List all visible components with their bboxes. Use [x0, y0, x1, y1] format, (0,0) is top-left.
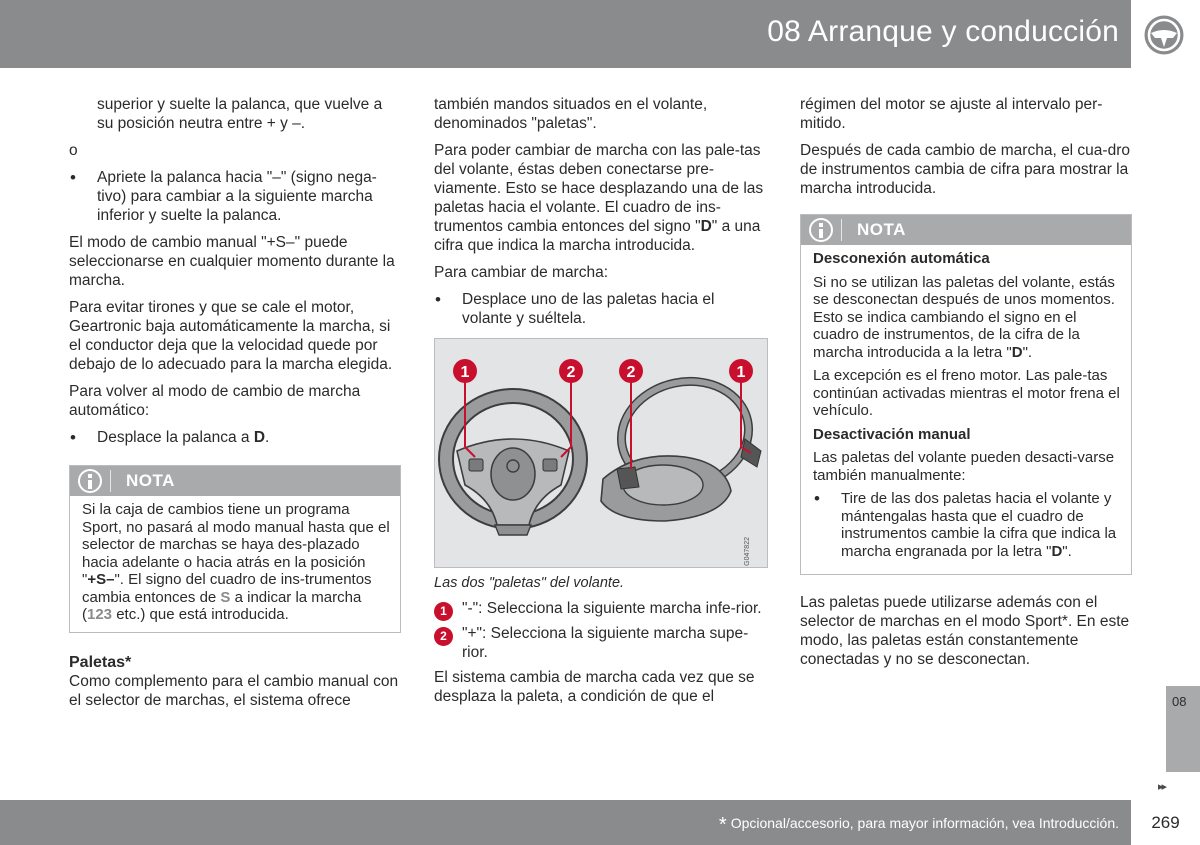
note-box — [69, 465, 401, 633]
info-icon — [78, 469, 102, 493]
divider — [841, 219, 842, 241]
number-badge: 2 — [434, 627, 453, 646]
numbered-item — [434, 624, 768, 662]
steering-wheel-illustration — [435, 339, 767, 567]
chapter-side-tab — [1166, 686, 1200, 772]
callout-badge — [453, 359, 477, 383]
numbered-item — [434, 599, 768, 618]
figure-caption: Las dos "paletas" del volante. — [434, 575, 625, 591]
page-footer — [0, 800, 1131, 845]
note-body — [70, 496, 400, 632]
note-subheading: Desconexión automática — [813, 250, 990, 267]
paragraph: también mandos situados en el volante, denominados "paletas". — [434, 96, 708, 132]
section-heading: Paletas* — [69, 653, 132, 671]
paragraph: El sistema cambia de marcha cada vez que se desplaza la paleta, a condición de que el — [434, 669, 755, 705]
paragraph: Para poder cambiar de marcha con las pale-tas del volante, éstas deben conectarse pre-viamente. Esto se hace desplazando una de las paletas hacia el volante. El cuadro de ins-trumentos cambia entonces del signo "D" a una cifra que indica la marcha introducida. — [434, 142, 764, 254]
steering-wheel-icon — [1143, 14, 1185, 56]
svg-text:1: 1 — [736, 364, 746, 381]
paragraph: El modo de cambio manual "+S–" puede seleccionarse en cualquier momento durante la marcha. — [69, 234, 395, 289]
paragraph: Para cambiar de marcha: — [434, 264, 609, 281]
paragraph: Después de cada cambio de marcha, el cua-dro de instrumentos cambia de cifra para mostrar la marcha introducida. — [800, 142, 1130, 197]
or-text: o — [69, 142, 78, 159]
paragraph: Como complemento para el cambio manual con el selector de marchas, el sistema ofrece — [69, 672, 399, 709]
numbered-item-text: "+": Selecciona la siguiente marcha supe-rior. — [462, 625, 749, 661]
paragraph: superior y suelte la palanca, que vuelve a su posición neutra entre + y –. — [97, 96, 383, 132]
chapter-side-tab-label: 08 — [1172, 694, 1187, 709]
note-header — [801, 215, 1131, 245]
note-subheading: Desactivación manual — [813, 425, 971, 443]
numbered-item-text: "-": Selecciona la siguiente marcha infe-rior. — [462, 600, 762, 617]
footer-star: * — [718, 814, 727, 836]
next-page-icon: ▸▸ — [1158, 781, 1166, 793]
number-badge: 1 — [434, 602, 453, 621]
callout-badge — [559, 359, 583, 383]
callout-badge — [619, 359, 643, 383]
info-icon — [809, 218, 833, 242]
note-box — [800, 214, 1132, 575]
note-text: Si la caja de cambios tiene un programa Sport, no pasará al modo manual hasta que el selector de marchas se haya des-plazado hacia adelante o hacia atrás en la posición "+S–". El signo del cuadro de ins-trumentos cambia entonces de S a indicar la marcha (123 etc.) que está introducida. — [82, 501, 390, 623]
note-body — [801, 245, 1131, 574]
paragraph: Para volver al modo de cambio de marcha automático: — [69, 383, 361, 419]
svg-text:2: 2 — [626, 364, 636, 381]
figure-code: G047822 — [744, 537, 751, 566]
column-1 — [69, 95, 401, 718]
bullet-item: • Desplace la palanca a D. — [69, 428, 401, 447]
chapter-title: 08 Arranque y conducción — [767, 15, 1119, 48]
bullet-item: • Apriete la palanca hacia "–" (signo nega-tivo) para cambiar a la siguiente marcha inferior y suelte la palanca. — [69, 168, 401, 225]
paragraph: Para evitar tirones y que se cale el motor, Geartronic baja automáticamente la marcha, si el conductor deja que la velocidad quede por debajo de lo adecuado para la marcha elegida. — [69, 299, 393, 373]
callout-badge — [729, 359, 753, 383]
divider — [110, 470, 111, 492]
chapter-icon-box — [1131, 0, 1200, 68]
bullet-item: • Tire de las dos paletas hacia el volante y mántengalas hasta que el cuadro de instrumentos cambie la cifra que indica la marcha engranada por la letra "D". — [813, 490, 1121, 560]
note-label: NOTA — [126, 471, 175, 490]
column-2 — [434, 95, 768, 714]
paragraph: régimen del motor se ajuste al intervalo per-mitido. — [800, 96, 1103, 132]
steering-wheel-figure — [434, 338, 768, 568]
chapter-header — [0, 0, 1131, 68]
note-text: Las paletas del volante pueden desacti-varse también manualmente: — [813, 449, 1115, 484]
note-text: La excepción es el freno motor. Las pale-tas continúan activadas mientras el motor frena el vehículo. — [813, 367, 1120, 419]
note-header — [70, 466, 400, 496]
svg-text:2: 2 — [566, 364, 576, 381]
page-number: 269 — [1151, 813, 1180, 832]
svg-text:1: 1 — [460, 364, 470, 381]
bullet-item: • Desplace uno de las paletas hacia el volante y suéltela. — [434, 290, 768, 328]
column-3 — [800, 95, 1132, 677]
note-text: Si no se utilizan las paletas del volante, estás se desconectan después de unos momentos. Esto se indica cambiando el signo en el cuadro de instrumentos, de la cifra de la marcha introducida a la letra "D". — [813, 273, 1115, 361]
footer-note: * Opcional/accesorio, para mayor información, vea Introducción. — [718, 814, 1119, 836]
note-label: NOTA — [857, 220, 906, 239]
paragraph: Las paletas puede utilizarse además con el selector de marchas en el modo Sport*. En este modo, las paletas están constantemente conectadas y no se desconectan. — [800, 594, 1130, 668]
